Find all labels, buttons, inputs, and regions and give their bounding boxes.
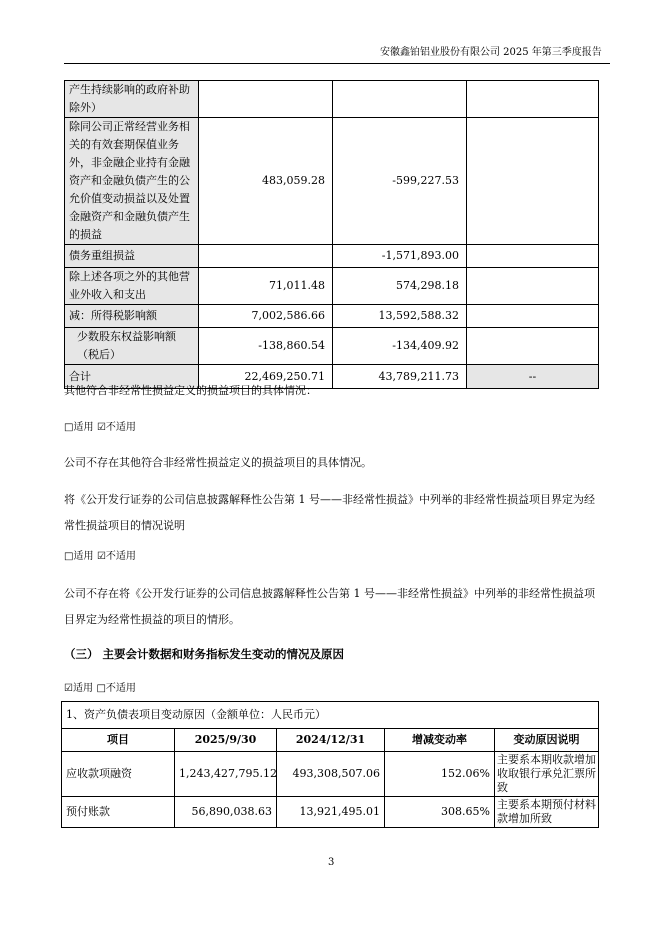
current-period-value: 71,011.48 xyxy=(199,268,333,305)
checkbox-row xyxy=(64,547,604,566)
row-label: 债务重组损益 xyxy=(65,245,199,268)
page-number: 3 xyxy=(328,857,335,868)
note-value xyxy=(467,268,599,305)
note-value xyxy=(467,245,599,268)
change-reason: 主要系本期预付材料款增加所致 xyxy=(495,797,599,828)
checkbox-applicable[interactable]: ☑适用 xyxy=(64,683,93,694)
checkbox-row xyxy=(64,418,604,437)
section-heading: （三） 主要会计数据和财务指标发生变动的情况及原因 xyxy=(64,647,345,661)
checkbox-row xyxy=(64,679,604,698)
note-value: -- xyxy=(467,365,599,389)
change-rate: 308.65% xyxy=(385,797,495,828)
current-period-value xyxy=(199,81,333,118)
checkbox-applicable[interactable]: □适用 xyxy=(64,422,94,433)
ytd-value: 574,298.18 xyxy=(333,268,467,305)
balance-sheet-change-table xyxy=(61,701,599,828)
paragraph: 公司不存在将《公开发行证券的公司信息披露解释性公告第 1 号——非经常性损益》中列举的非经常性损益项目界定为经常性损益的项目的情形。 xyxy=(64,587,595,626)
ytd-value xyxy=(333,81,467,118)
column-header: 项目 xyxy=(62,729,175,752)
row-label: 合计 xyxy=(65,365,199,389)
item-name: 应收款项融资 xyxy=(62,752,175,797)
current-period-value xyxy=(199,245,333,268)
table-header-row xyxy=(62,729,599,752)
checkbox-applicable[interactable]: □适用 xyxy=(64,551,94,562)
column-header: 2025/9/30 xyxy=(175,729,277,752)
change-reason: 主要系本期收款增加收取银行承兑汇票所致 xyxy=(495,752,599,797)
header-divider xyxy=(64,63,610,64)
note-value xyxy=(467,305,599,328)
table-row xyxy=(65,245,599,268)
table-row xyxy=(65,328,599,365)
row-label: 除上述各项之外的其他营业外收入和支出 xyxy=(65,268,199,305)
note-value xyxy=(467,81,599,118)
note-value xyxy=(467,328,599,365)
table-row xyxy=(62,797,599,828)
paragraph: 其他符合非经常性损益定义的损益项目的具体情况： xyxy=(64,384,317,397)
column-header: 2024/12/31 xyxy=(277,729,385,752)
checkbox-not-applicable[interactable]: □不适用 xyxy=(96,683,136,694)
row-label: 少数股东权益影响额（税后） xyxy=(65,328,199,365)
ytd-value: 43,789,211.73 xyxy=(333,365,467,389)
note-value xyxy=(467,118,599,245)
paragraph: 将《公开发行证券的公司信息披露解释性公告第 1 号——非经常性损益》中列举的非经常性损益项目界定为经常性损益项目的情况说明 xyxy=(64,493,595,532)
ytd-value: -134,409.92 xyxy=(333,328,467,365)
ytd-value: -1,571,893.00 xyxy=(333,245,467,268)
value-2025: 1,243,427,795.12 xyxy=(175,752,277,797)
item-name: 预付账款 xyxy=(62,797,175,828)
row-label: 减：所得税影响额 xyxy=(65,305,199,328)
current-period-value: 22,469,250.71 xyxy=(199,365,333,389)
table-row xyxy=(65,305,599,328)
ytd-value: 13,592,588.32 xyxy=(333,305,467,328)
change-rate: 152.06% xyxy=(385,752,495,797)
row-label: 产生持续影响的政府补助除外） xyxy=(65,81,199,118)
non-recurring-gains-table xyxy=(64,80,599,389)
table-title-row xyxy=(62,702,599,729)
value-2024: 13,921,495.01 xyxy=(277,797,385,828)
row-label: 除同公司正常经营业务相关的有效套期保值业务外，非金融企业持有金融资产和金融负债产生的公允价值变动损益以及处置金融资产和金融负债产生的损益 xyxy=(65,118,199,245)
checkbox-not-applicable[interactable]: ☑不适用 xyxy=(96,422,136,433)
table-row xyxy=(62,752,599,797)
current-period-value: -138,860.54 xyxy=(199,328,333,365)
column-header: 增减变动率 xyxy=(385,729,495,752)
table-row xyxy=(65,268,599,305)
current-period-value: 483,059.28 xyxy=(199,118,333,245)
column-header: 变动原因说明 xyxy=(495,729,599,752)
table-title: 1、资产负债表项目变动原因（金额单位：人民币元） xyxy=(62,702,599,729)
table-row xyxy=(65,81,599,118)
current-period-value: 7,002,586.66 xyxy=(199,305,333,328)
value-2025: 56,890,038.63 xyxy=(175,797,277,828)
paragraph: 公司不存在其他符合非经常性损益定义的损益项目的具体情况。 xyxy=(64,456,372,469)
table-row xyxy=(65,118,599,245)
checkbox-not-applicable[interactable]: ☑不适用 xyxy=(96,551,136,562)
report-header: 安徽鑫铂铝业股份有限公司 2025 年第三季度报告 xyxy=(380,47,602,58)
ytd-value: -599,227.53 xyxy=(333,118,467,245)
value-2024: 493,308,507.06 xyxy=(277,752,385,797)
